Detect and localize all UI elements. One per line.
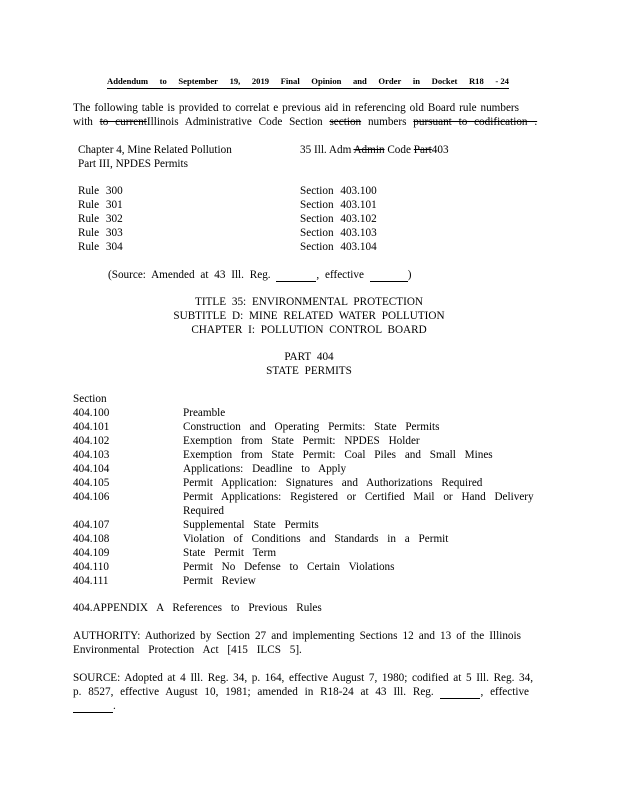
authority-line-2: Environmental Protection Act [415 ILCS 5]. [73, 644, 302, 656]
old-rule-number: Rule 303 [78, 227, 123, 239]
header-word: 2019 [251, 76, 270, 86]
source-line-3 [73, 699, 116, 713]
struck-text: pursuant to codification . [413, 116, 538, 128]
old-rule-number: Rule 304 [78, 241, 123, 253]
header-word: Addendum [107, 76, 149, 86]
intro-text: numbers [367, 116, 407, 128]
struck-text: to current [99, 116, 147, 128]
new-section-number: Section 403.102 [300, 213, 377, 225]
toc-section-number: 404.101 [73, 421, 110, 433]
chapter-line: CHAPTER I: POLLUTION CONTROL BOARD [191, 324, 427, 336]
header-word: R18 [468, 76, 484, 86]
header-word: in [412, 76, 421, 86]
intro-line-2 [73, 115, 537, 129]
intro-text: with [73, 116, 93, 128]
toc-section-number: 404.104 [73, 463, 110, 475]
toc-section-title: Permit Review [183, 575, 256, 587]
toc-section-number: 404.111 [73, 575, 109, 587]
toc-section-number: 404.105 [73, 477, 110, 489]
title-line: TITLE 35: ENVIRONMENTAL PROTECTION [195, 296, 423, 308]
header-word: Opinion [311, 76, 342, 86]
toc-section-title: Exemption from State Permit: Coal Piles and Small Mines [183, 449, 493, 461]
header-word: - 24 [495, 76, 509, 86]
old-chapter-heading: Chapter 4, Mine Related Pollution [78, 144, 232, 156]
blank-line [370, 271, 408, 282]
source-line-2 [73, 685, 529, 699]
toc-section-title: State Permit Term [183, 547, 277, 559]
code-text: 35 Ill. Adm [300, 144, 352, 156]
toc-section-number: 404.102 [73, 435, 110, 447]
intro-text: Illinois Administrative Code Section [146, 116, 323, 128]
struck-text: section [329, 116, 362, 128]
authority-line-1: AUTHORITY: Authorized by Section 27 and implementing Sections 12 and 13 of the Illinois [73, 630, 521, 642]
toc-section-number: 404.109 [73, 547, 110, 559]
toc-section-title: Violation of Conditions and Standards in a Permit [183, 533, 449, 545]
new-section-number: Section 403.104 [300, 241, 377, 253]
blank-line [440, 688, 480, 699]
new-section-number: Section 403.101 [300, 199, 377, 211]
part-name-line: STATE PERMITS [266, 365, 352, 377]
toc-section-title: Permit No Defense to Certain Violations [183, 561, 395, 573]
source-text: p. 8527, effective August 10, 1981; amended in R18-24 at 43 Ill. Reg. [73, 686, 434, 698]
header-word: Final [280, 76, 300, 86]
toc-section-number: 404.110 [73, 561, 109, 573]
blank-line [73, 702, 113, 713]
blank-line [276, 271, 316, 282]
header-word: September [178, 76, 218, 86]
new-code-heading [300, 143, 449, 157]
toc-section-title: Permit Applications: Registered or Certified Mail or Hand Delivery [183, 491, 534, 503]
header-word: and [352, 76, 367, 86]
code-text: Code [387, 144, 411, 156]
toc-section-number: 404.108 [73, 533, 110, 545]
source-note-text: , effective [316, 269, 364, 281]
addendum-header [107, 74, 509, 89]
toc-heading: Section [73, 393, 107, 405]
toc-section-title: Permit Application: Signatures and Authorizations Required [183, 477, 483, 489]
toc-section-title: Construction and Operating Permits: State Permits [183, 421, 440, 433]
appendix-entry: 404.APPENDIX A References to Previous Rules [73, 602, 322, 614]
source-note [108, 268, 411, 282]
struck-text: Part [413, 144, 432, 156]
toc-section-number: 404.106 [73, 491, 110, 503]
source-text: , effective [480, 686, 529, 698]
toc-section-number: 404.107 [73, 519, 110, 531]
toc-section-number: 404.103 [73, 449, 110, 461]
source-line-1: SOURCE: Adopted at 4 Ill. Reg. 34, p. 164, effective August 7, 1980; codified at 5 Ill. Reg. 34, [73, 672, 533, 684]
new-section-number: Section 403.100 [300, 185, 377, 197]
new-section-number: Section 403.103 [300, 227, 377, 239]
header-word: to [159, 76, 167, 86]
subtitle-line: SUBTITLE D: MINE RELATED WATER POLLUTION [173, 310, 445, 322]
header-word: Order [378, 76, 402, 86]
toc-section-title: Preamble [183, 407, 226, 419]
toc-section-title: Applications: Deadline to Apply [183, 463, 347, 475]
header-word: 19, [229, 76, 241, 86]
code-text: 403 [431, 144, 449, 156]
toc-section-title-continued: Required [183, 505, 225, 517]
intro-line-1: The following table is provided to correlat e previous aid in referencing old Board rule numbers [73, 102, 519, 114]
header-word: Docket [431, 76, 458, 86]
source-note-text: ) [407, 269, 412, 281]
toc-section-title: Exemption from State Permit: NPDES Holder [183, 435, 420, 447]
old-rule-number: Rule 301 [78, 199, 123, 211]
source-text: . [113, 700, 116, 712]
old-rule-number: Rule 300 [78, 185, 123, 197]
source-note-text: (Source: Amended at 43 Ill. Reg. [108, 269, 271, 281]
toc-section-number: 404.100 [73, 407, 110, 419]
part-line: PART 404 [284, 351, 334, 363]
old-part-heading: Part III, NPDES Permits [78, 158, 189, 170]
toc-section-title: Supplemental State Permits [183, 519, 319, 531]
old-rule-number: Rule 302 [78, 213, 123, 225]
struck-text: Admin [353, 144, 385, 156]
